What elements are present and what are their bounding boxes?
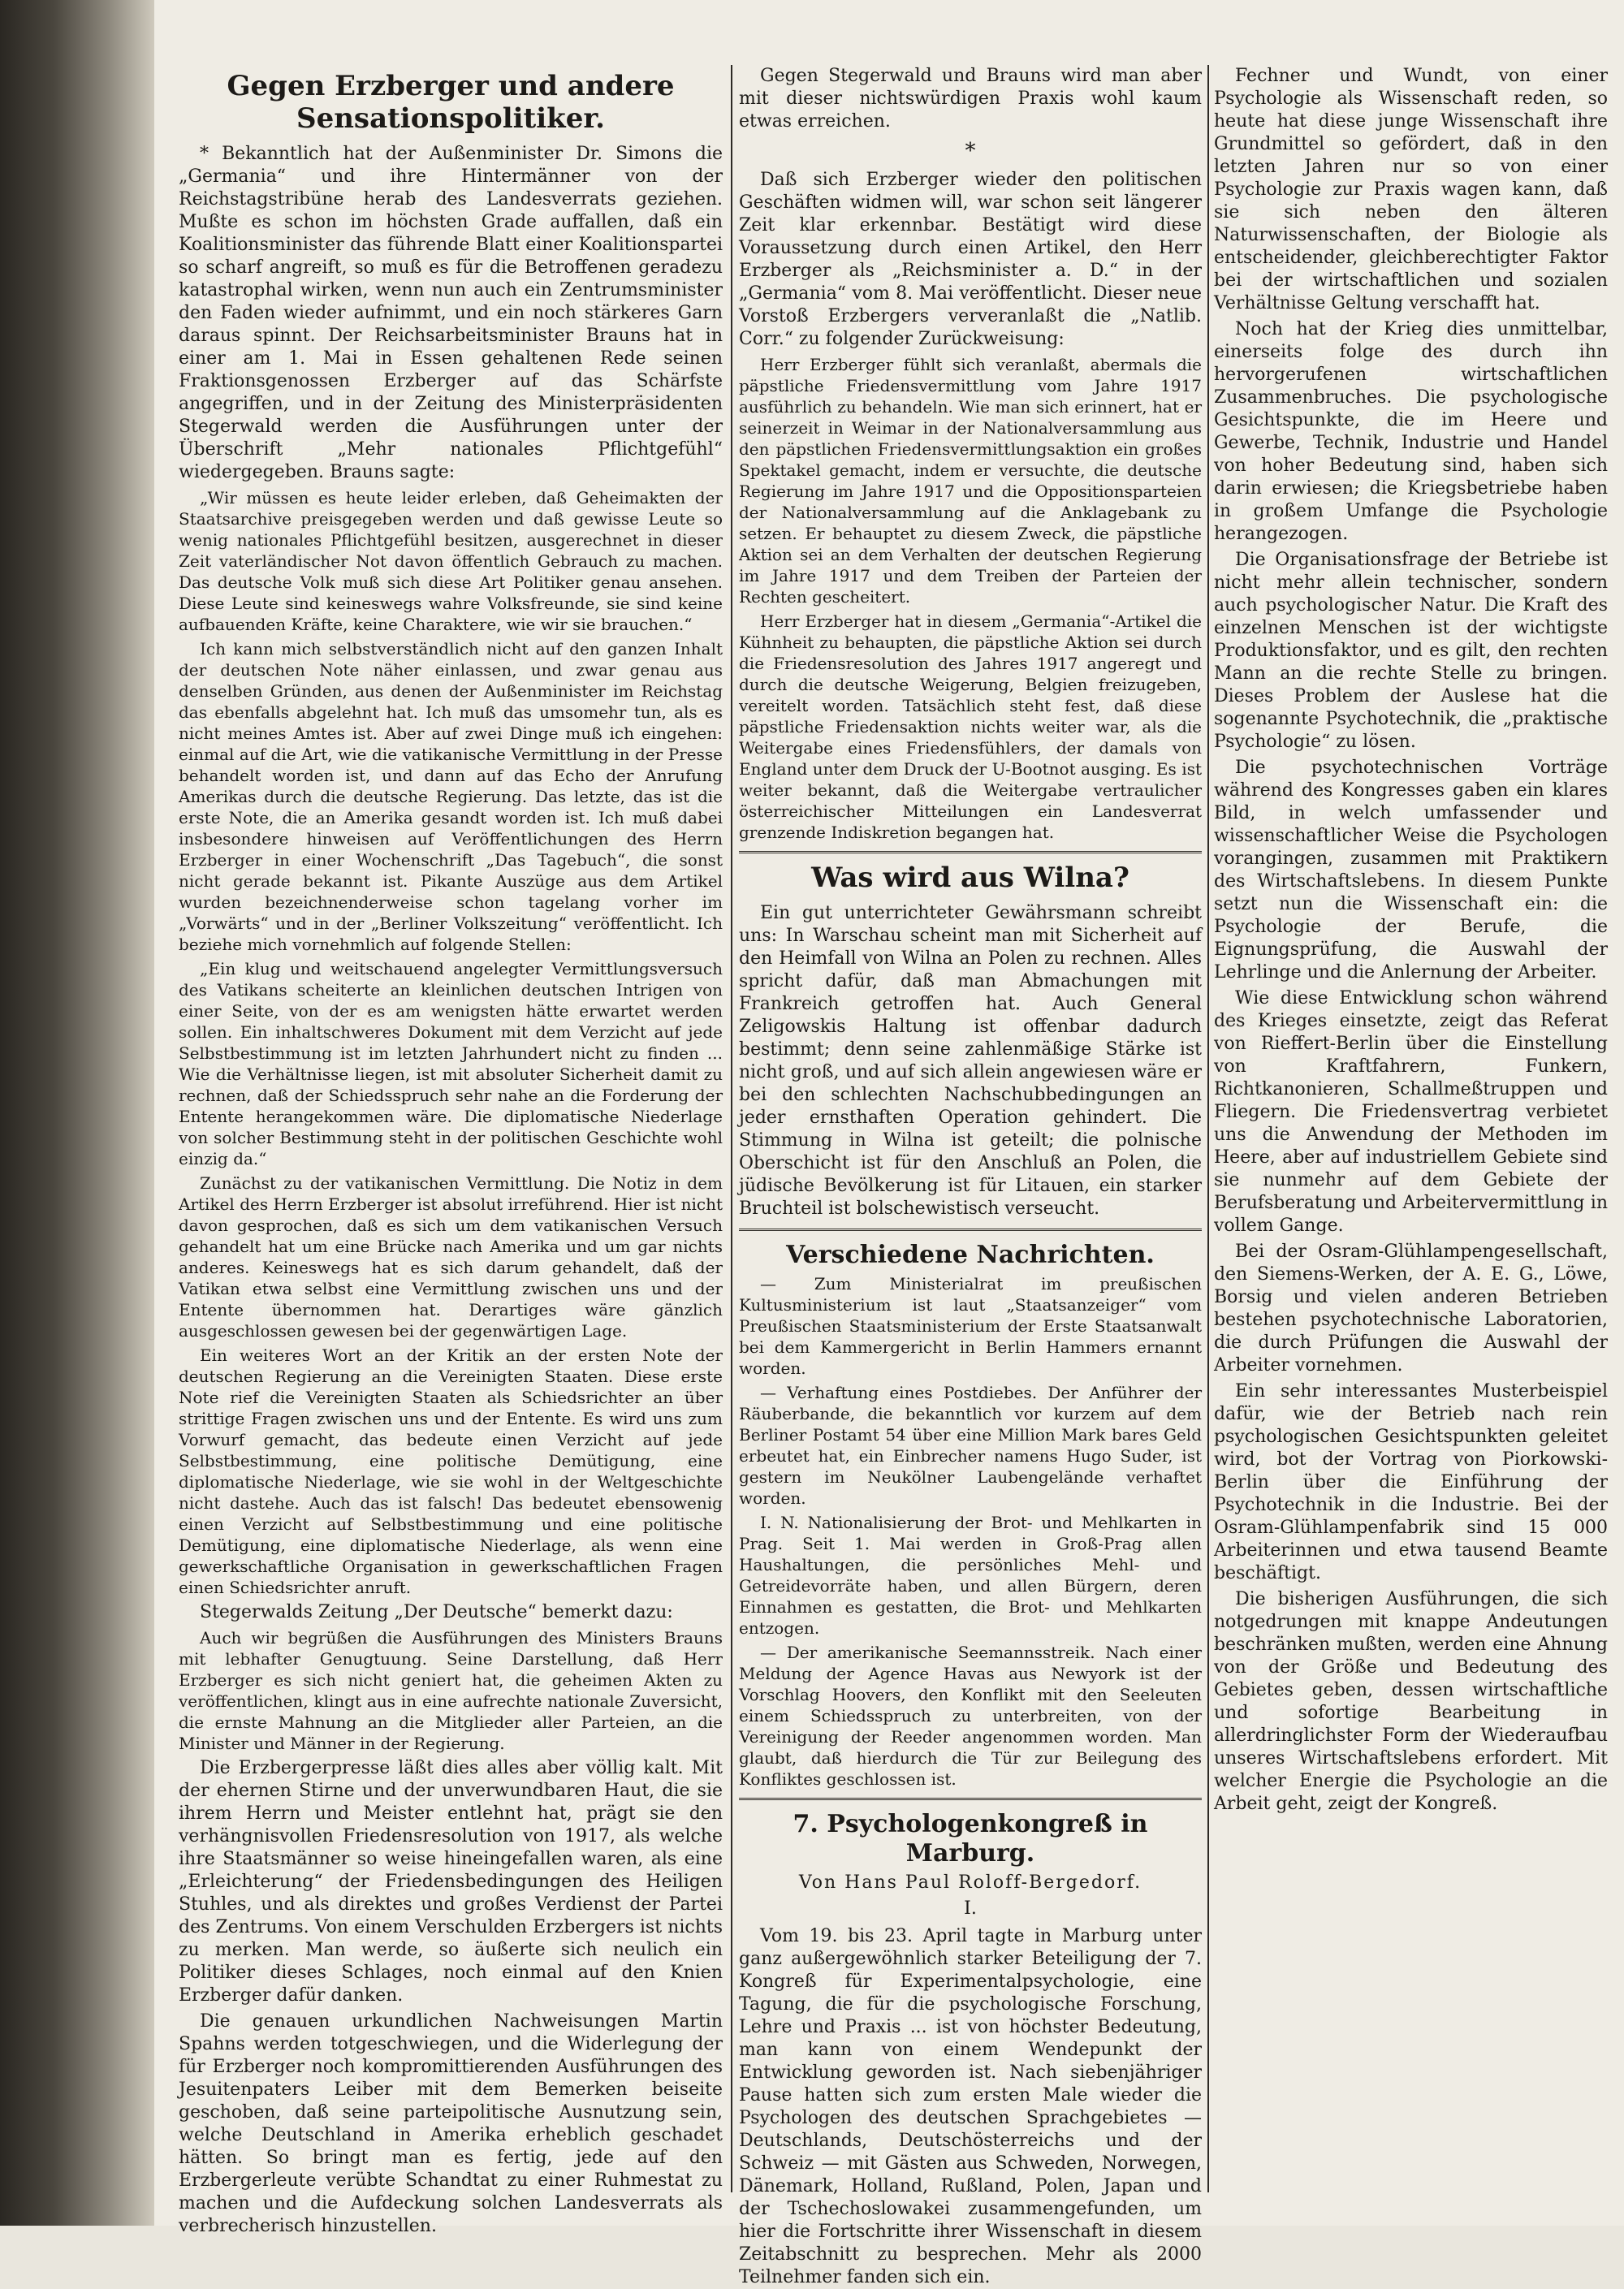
divider	[739, 851, 1202, 853]
divider	[739, 1229, 1202, 1231]
book-binding	[0, 0, 154, 2226]
quote-paragraph: Herr Erzberger hat in diesem „Germania“-Artikel die Kühnheit zu behaupten, die päpstliche Aktion sei durch die Friedensresolution des Jahres 1917 angeregt und durch die deutsche Weigerung, Belgien freizugeben, vereitelt worden. Tatsächlich steht fest, daß diese päpstliche Friedensaktion nichts weiter war, als die Weitergabe eines Friedensfühlers, der damals von England unter dem Druck der U-Bootnot ausging. Es ist weiter bekannt, daß die Weitergabe vertraulicher österreichischer Mitteilungen ein Landesverrat grenzende Indiskretion begangen hat.	[739, 611, 1202, 842]
news-item: — Zum Ministerialrat im preußischen Kultusministerium ist laut „Staatsanzeiger“ vom Preußischen Staatsministerium der Erste Staatsanwalt bei dem Kammergericht in Berlin Hammers ernannt worden.	[739, 1274, 1202, 1378]
article-paragraph: Gegen Stegerwald und Brauns wird man aber mit dieser nichtswürdigen Praxis wohl kaum etwas erreichen.	[739, 66, 1202, 132]
article-paragraph: Stegerwalds Zeitung „Der Deutsche“ bemerkt dazu:	[200, 1602, 673, 1622]
article-paragraph: Ein sehr interessantes Musterbeispiel dafür, wie der Betrieb nach rein psychologischen Gesichtspunkten geleitet wird, bot der Vortrag von Piorkowski-Berlin über die Einführung der Psychotechnik in die Industrie. Bei der Osram-Glühlampenfabrik sind 15 000 Arbeiterinnen und etwa tausend Beamte beschäftigt.	[1214, 1381, 1608, 1583]
newspaper-page	[154, 0, 1624, 2287]
news-item: I. N. Nationalisierung der Brot- und Mehlkarten in Prag. Seit 1. Mai werden in Groß-Prag allen Haushaltungen, die persönliches Mehl- und Getreidevorräte haben, und allen Bürgern, deren Einnahmen es gestatten, die Brot- und Mehlkarten entzogen.	[739, 1513, 1202, 1638]
column-left	[179, 65, 723, 2236]
article-headline: Gegen Erzberger und andere Sensationspolitiker.	[227, 70, 675, 135]
byline: Von Hans Paul Roloff-Bergedorf.	[798, 1872, 1142, 1893]
column-rule	[1207, 65, 1209, 2192]
column-middle	[739, 65, 1202, 2287]
article-paragraph: Die bisherigen Ausführungen, die sich notgedrungen mit knappe Andeutungen beschränken mußten, werden eine Ahnung von der Größe und Bedeutung des Gebietes geben, dessen wirtschaftliche und sofortige Bearbeitung in allerdringlichster Form der Wiederaufbau unseres Wirtschaftslebens erfordert. Mit welcher Energie die Psychologie an die Arbeit geht, zeigt der Kongreß.	[1214, 1589, 1608, 1814]
article-paragraph: Wie diese Entwicklung schon während des Krieges einsetzte, zeigt das Referat von Rieffert-Berlin über die Einstellung von Kraftfahrern, Funkern, Richtkanonieren, Schallmeßtruppen und Fliegern. Die Friedensvertrag verbietet uns die Anwendung der Methoden im Heere, aber auf industriellem Gebiete sind sie nunmehr auf dem Gebiete der Berufsberatung und Arbeitervermittlung in vollem Gange.	[1214, 988, 1608, 1236]
article-paragraph: Fechner und Wundt, von einer Psychologie als Wissenschaft reden, so heute hat diese junge Wissenschaft ihre Grundmittel so gefördert, daß in den letzten Jahren nur so von einer Psychologie zur Praxis wagen kann, daß sie sich neben den älteren Naturwissenschaften, der Biologie als entscheidender, gleichberechtigter Faktor bei der wirtschaftlichen und sozialen Verhältnisse Geltung verschafft hat.	[1214, 66, 1608, 313]
quote-paragraph: Ein weiteres Wort an der Kritik an der ersten Note der deutschen Regierung an die Vereinigten Staaten. Diese erste Note rief die Vereinigten Staaten als Schiedsrichter an über strittige Fragen zwischen uns und der Entente. Es wird uns zum Vorwurf gemacht, das bedeute einen Verzicht auf jede Selbstbestimmung, eine politische Demütigung, eine diplomatische Niederlage, wie sie wohl in der Weltgeschichte nicht dastehe. Auch das ist falsch! Das bedeutet ebensowenig einen Verzicht auf Selbstbestimmung und eine politische Demütigung, eine diplomatische Niederlage, als wenn eine gewerkschaftliche Organisation in gewerkschaftlichen Fragen einen Schiedsrichter anruft.	[179, 1345, 723, 1597]
article-headline: 7. Psychologenkongreß in Marburg.	[793, 1810, 1148, 1868]
divider	[739, 1798, 1202, 1800]
news-item: — Verhaftung eines Postdiebes. Der Anführer der Räuberbande, die bekanntlich vor kurzem auf dem Berliner Postamt 54 über eine Million Mark bares Geld erbeutet hat, ein Einbrecher namens Hugo Suder, ist gestern im Neukölner Laubengelände verhaftet worden.	[739, 1383, 1202, 1508]
quote-paragraph: Ich kann mich selbstverständlich nicht auf den ganzen Inhalt der deutschen Note näher einlassen, und zwar genau aus denselben Gründen, aus denen der Außenminister im Reichstag das ebenfalls abgelehnt hat. Ich muß das umsomehr tun, als es nicht meines Amtes ist. Aber auf zwei Dinge muß ich eingehen: einmal auf die Art, wie die vatikanische Vermittlung in der Presse behandelt worden ist, und dann auf das Echo der Anrufung Amerikas durch die deutsche Regierung. Das letzte, das ist die erste Note, die an Amerika gesandt worden ist. Ich muß dabei insbesondere hinweisen auf Veröffentlichungen des Herrn Erzberger in einer Wochenschrift „Das Tagebuch“, die sonst nicht gerade bekannt ist. Pikante Auszüge aus dem Artikel wurden bezeichnenderweise schon tagelang vorher im „Vorwärts“ und in der „Berliner Volkszeitung“ veröffentlicht. Ich beziehe mich vornehmlich auf folgende Stellen:	[179, 639, 723, 954]
article-paragraph: Die Organisationsfrage der Betriebe ist nicht mehr allein technischer, sondern auch psychologischer Natur. Die Kraft des einzelnen Menschen ist der wichtigste Produktionsfaktor, und es gilt, den rechten Mann an die rechte Stelle zu bringen. Dieses Problem der Auslese hat die sogenannte Psychotechnik, die „praktische Psychologie“ zu lösen.	[1214, 550, 1608, 752]
article-paragraph: Die psychotechnischen Vorträge während des Kongresses gaben ein klares Bild, in welch umfassender und wissenschaftlicher Weise die Psychologen vorangingen, zusammen mit Praktikern des Wirtschaftslebens. In diesem Punkte setzt nun die Wissenschaft ein: die Psychologie der Berufe, die Eignungsprüfung, die Auswahl der Lehrlinge und die Anlernung der Arbeiter.	[1214, 758, 1608, 983]
quote-paragraph: Auch wir begrüßen die Ausführungen des Ministers Brauns mit lebhafter Genugtuung. Seine Darstellung, daß Herr Erzberger es sich nicht geniert hat, die geheimen Akten zu veröffentlichen, klingt aus in eine aufrechte nationale Zuversicht, die ernste Mahnung an die Mitglieder aller Parteien, an die Minister und Männer in der Regierung.	[179, 1628, 723, 1753]
article-paragraph: * Bekanntlich hat der Außenminister Dr. Simons die „Germania“ und ihre Hintermänner von der Reichstagstribüne herab des Landesverrats geziehen. Mußte es schon im höchsten Grade auffallen, daß ein Koalitionsminister das führende Blatt einer Koalitionspartei so scharf angreift, so muß es für die Betroffenen geradezu katastrophal wirken, wenn nun auch ein Zentrumsminister den Faden wieder aufnimmt, und ein noch stärkeres Garn daraus spinnt. Der Reichsarbeitsminister Brauns hat in einer am 1. Mai in Essen gehaltenen Rede seinen Fraktionsgenossen Erzberger auf das Schärfste angegriffen, und in der Zeitung des Ministerpräsidenten Stegerwald werden die Ausführungen unter der Überschrift „Mehr nationales Pflichtgefühl“ wiedergegeben. Brauns sagte:	[179, 144, 723, 482]
article-paragraph: Bei der Osram-Glühlampengesellschaft, den Siemens-Werken, der A. E. G., Löwe, Borsig und vielen anderen Betrieben bestehen psychotechnische Laboratorien, die durch Prüfungen die Auswahl der Arbeiter vornehmen.	[1214, 1242, 1608, 1376]
quote-paragraph: Herr Erzberger fühlt sich veranlaßt, abermals die päpstliche Friedensvermittlung vom Jahre 1917 ausführlich zu behandeln. Wie man sich erinnert, hat er seinerzeit in Weimar in der Nationalversammlung aus den päpstlichen Friedensvermittlungsaktion ein großes Spektakel gemacht, indem er versuchte, die deutsche Regierung im Jahre 1917 und die Oppositionsparteien der Nationalversammlung auf die Anklagebank zu setzen. Er behauptet zu diesem Zweck, die päpstliche Aktion sei an dem Verhalten der deutschen Regierung im Jahre 1917 und dem Treiben der Parteien der Rechten gescheitert.	[739, 355, 1202, 607]
article-paragraph: Daß sich Erzberger wieder den politischen Geschäften widmen will, war schon seit längerer Zeit klar erkennbar. Bestätigt wird diese Voraussetzung durch einen Artikel, den Herr Erzberger als „Reichsminister a. D.“ in der „Germania“ vom 8. Mai veröffentlicht. Dieser neue Vorstoß Erzbergers ververanlaßt die „Natlib. Corr.“ zu folgender Zurückweisung:	[739, 170, 1202, 349]
part-number: I.	[964, 1898, 977, 1919]
article-paragraph: Die Erzbergerpresse läßt dies alles aber völlig kalt. Mit der ehernen Stirne und der unverwundbaren Haut, die sie ihrem Herrn und Meister entlehnt hat, prägt sie den verhängnisvollen Friedensresolution von 1917, als welche ihre Staatsmänner so weise hineingefallen waren, als eine „Erleichterung“ der Friedensbedingungen des Heiligen Stuhles, und als direktes und großes Verdienst der Partei des Zentrums. Von einem Verschulden Erzbergers ist nichts zu merken. Man werde, so äußerte sich neulich ein Politiker dieses Schlages, noch einmal auf den Knien Erzberger dafür danken.	[179, 1758, 723, 2006]
section-separator: *	[965, 139, 976, 163]
quote-paragraph: „Ein klug und weitschauend angelegter Vermittlungsversuch des Vatikans scheiterte an kleinlichen deutschen Intrigen von einer Seite, von der es am wenigsten hätte erwartet werden sollen. Ein inhaltschweres Dokument mit dem Verzicht auf jede Selbstbestimmung ist im letzten Jahrhundert nicht zu finden ... Wie die Verhältnisse liegen, ist mit absoluter Sicherheit damit zu rechnen, daß der Schiedsspruch sehr nahe an die Forderung der Entente herangekommen wäre. Die diplomatische Niederlage von solcher Bestimmung steht in der politischen Geschichte wohl einzig da.“	[179, 959, 723, 1168]
article-paragraph: Noch hat der Krieg dies unmittelbar, einerseits folge des durch ihn hervorgerufenen wirtschaftlichen Zusammenbruches. Die psychologische Gesichtspunkte, die im Heere und Gewerbe, Technik, Industrie und Handel von hoher Bedeutung sind, haben sich darin erwiesen; die Kriegsbetriebe haben in großem Umfange die Psychologie herangezogen.	[1214, 319, 1608, 544]
column-right	[1214, 65, 1608, 2192]
quote-paragraph: Zunächst zu der vatikanischen Vermittlung. Die Notiz in dem Artikel des Herrn Erzberger ist absolut irreführend. Hier ist nicht davon gesprochen, daß es sich um dem vatikanischen Versuch gehandelt hat um eine Brücke nach Amerika und um gar nichts anderes. Keineswegs hat es sich darum gehandelt, daß der Vatikan etwa selbst eine Vermittlung zwischen uns und der Entente übernommen hat. Derartiges wäre gänzlich ausgeschlossen gewesen bei der gegenwärtigen Lage.	[179, 1173, 723, 1341]
column-rule	[731, 65, 732, 2192]
article-paragraph: Ein gut unterrichteter Gewährsmann schreibt uns: In Warschau scheint man mit Sicherheit auf den Heimfall von Wilna an Polen zu rechnen. Alles spricht dafür, daß man Abmachungen mit Frankreich getroffen hat. Auch General Zeligowskis Haltung ist offenbar dadurch bestimmt; denn seine zahlenmäßige Stärke ist nicht groß, und auf sich allein angewiesen wäre er bei den schlechten Nachschubbedingungen an jeder ernsthaften Operation gehindert. Die Stimmung in Wilna ist geteilt; die polnische Oberschicht ist für den Anschluß an Polen, die jüdische Bevölkerung ist für Litauen, ein starker Bruchteil ist bolschewistisch verseucht.	[739, 903, 1202, 1219]
article-headline: Was wird aus Wilna?	[811, 862, 1129, 894]
section-headline: Verschiedene Nachrichten.	[786, 1241, 1155, 1269]
quote-paragraph: „Wir müssen es heute leider erleben, daß Geheimakten der Staatsarchive preisgegeben werden und daß gewisse Leute so wenig nationales Pflichtgefühl besitzen, ausgerechnet in dieser Zeit vaterländischer Not davon öffentlich Gebrauch zu machen. Das deutsche Volk muß sich diese Art Politiker genau ansehen. Diese Leute sind keineswegs wahre Volksfreunde, sie sind keine aufbauenden Kräfte, keine Charaktere, wie wir sie brauchen.“	[179, 488, 723, 634]
article-paragraph: Vom 19. bis 23. April tagte in Marburg unter ganz außergewöhnlich starker Beteiligung der 7. Kongreß für Experimentalpsychologie, eine Tagung, die für die psychologische Forschung, Lehre und Praxis ... ist von höchster Bedeutung, man kann von einem Wendepunkt der Entwicklung geworden ist. Nach siebenjähriger Pause hatten sich zum ersten Male wieder die Psychologen des deutschen Sprachgebietes — Deutschlands, Deutschösterreichs und der Schweiz — mit Gästen aus Schweden, Norwegen, Dänemark, Holland, Rußland, Polen, Japan und der Tschechoslowakei zusammengefunden, um hier die Fortschritte ihrer Wissenschaft in diesem Zeitabschnitt zu besprechen. Mehr als 2000 Teilnehmer fanden sich ein.	[739, 1926, 1202, 2287]
news-item: — Der amerikanische Seemannsstreik. Nach einer Meldung der Agence Havas aus Newyork ist der Vorschlag Hoovers, den Konflikt mit den Seeleuten einem Schiedsspruch zu unterbreiten, von der Vereinigung der Reeder angenommen worden. Man glaubt, daß hierdurch die Tür zur Beilegung des Konfliktes geschlossen ist.	[739, 1643, 1202, 1789]
article-paragraph: Die genauen urkundlichen Nachweisungen Martin Spahns werden totgeschwiegen, und die Widerlegung der für Erzberger noch kompromittierenden Ausführungen des Jesuitenpaters Leiber mit dem Bemerken beiseite geschoben, daß seine parteipolitische Ausnutzung sein, welche Deutschland in Amerika erheblich geschadet hätten. So bringt man es fertig, jede auf den Erzbergerleute verübte Schandtat zu einer Ruhmestat zu machen und die Aufdeckung solchen Landesverrats als verbrecherisch hinzustellen.	[179, 2011, 723, 2236]
